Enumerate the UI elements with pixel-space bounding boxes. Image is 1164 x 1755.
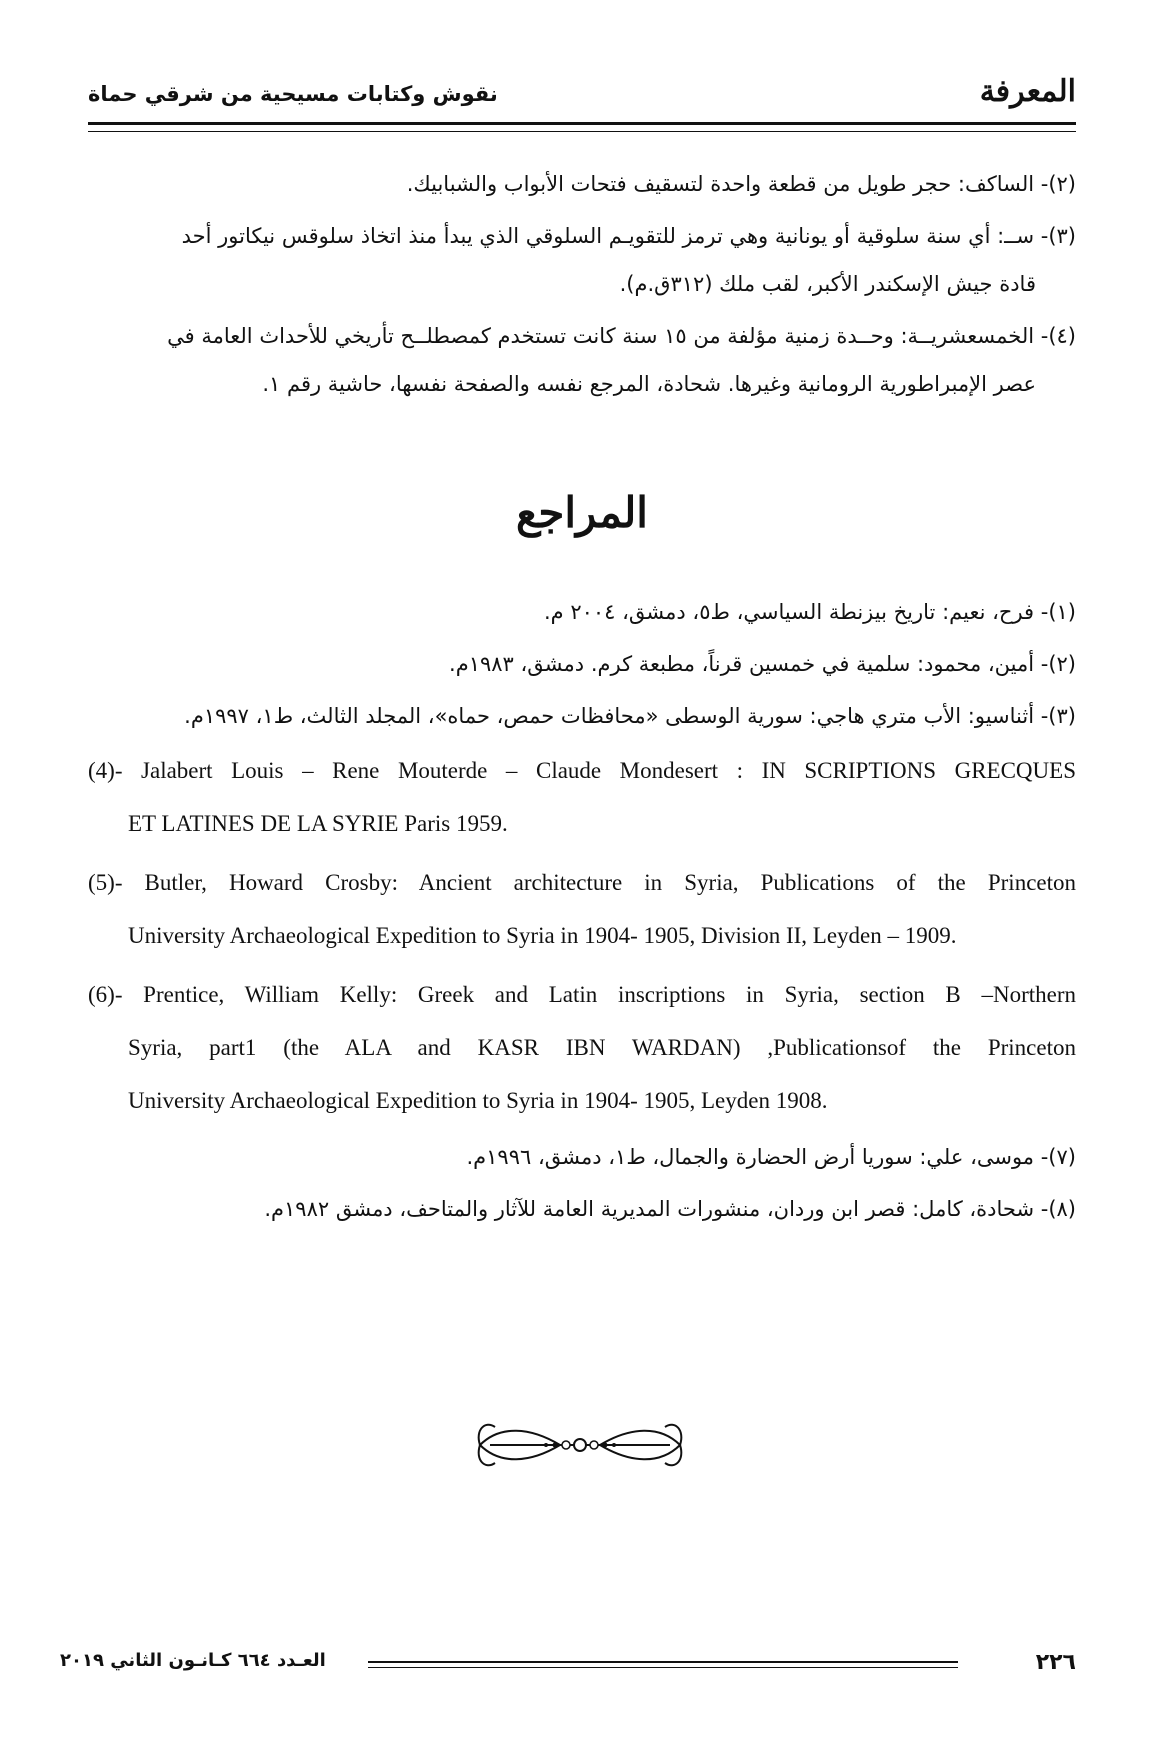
footer-rule-thick <box>368 1661 958 1663</box>
header-rule-thick <box>88 122 1076 125</box>
issue-info: العـدد ٦٦٤ كـانـون الثاني ٢٠١٩ <box>60 1650 326 1671</box>
running-title: نقوش وكتابات مسيحية من شرقي حماة <box>88 82 498 106</box>
reference-2: (٢)- أمين، محمود: سلمية في خمسين قرناً، مطبعة كرم. دمشق، ١٩٨٣م. <box>449 652 1076 676</box>
journal-logo: المعرفة <box>979 74 1076 109</box>
page-number: ٢٢٦ <box>1035 1650 1076 1675</box>
footnote-3 <box>88 212 1076 308</box>
reference-continuation: Syria, part1 (the ALA and KASR IBN WARDAN) ,Publicationsof the Princeton <box>128 1035 1076 1060</box>
footnote-text: (٤)- الخمسعشريــة: وحــدة زمنية مؤلفة من ١٥ سنة كانت تستخدم كمصطلــح تأريخي للأحداث العامة في <box>167 324 1076 348</box>
footnote-2 <box>88 160 1076 208</box>
reference-6 <box>88 968 1076 1127</box>
reference-text: (4)- Jalabert Louis – Rene Mouterde – Claude Mondesert : IN SCRIPTIONS GRECQUES <box>88 758 1076 783</box>
reference-7: (٧)- موسى، علي: سوريا أرض الحضارة والجمال، ط١، دمشق، ١٩٩٦م. <box>466 1145 1076 1169</box>
reference-continuation: ET LATINES DE LA SYRIE Paris 1959. <box>128 811 508 836</box>
footnote-text: (٣)- ســ: أي سنة سلوقية أو يونانية وهي ترمز للتقويـم السلوقي الذي يبدأ منذ اتخاذ سلوقس نيكاتور أحد <box>181 224 1076 248</box>
reference-1: (١)- فرح، نعيم: تاريخ بيزنطة السياسي، ط٥، دمشق، ٢٠٠٤ م. <box>543 600 1076 624</box>
reference-text: (5)- Butler, Howard Crosby: Ancient architecture in Syria, Publications of the Princeton <box>88 870 1076 895</box>
references-heading: المراجع <box>516 488 648 537</box>
footnote-continuation: عصر الإمبراطورية الرومانية وغيرها. شحادة، المرجع نفسه والصفحة نفسها، حاشية رقم ١. <box>262 372 1036 396</box>
footer-rule-thin <box>368 1667 958 1668</box>
reference-5 <box>88 856 1076 962</box>
footnote-text: (٢)- الساكف: حجر طويل من قطعة واحدة لتسقيف فتحات الأبواب والشبابيك. <box>406 172 1076 196</box>
reference-continuation: University Archaeological Expedition to Syria in 1904- 1905, Division II, Leyden – 1909. <box>128 923 957 948</box>
page-header <box>88 68 1076 120</box>
footnotes <box>88 160 1076 412</box>
reference-8: (٨)- شحادة، كامل: قصر ابن وردان، منشورات المديرية العامة للآثار والمتاحف، دمشق ١٩٨٢م. <box>264 1197 1076 1221</box>
reference-3: (٣)- أثناسيو: الأب متري هاجي: سورية الوسطى «محافظات حمص، حماه»، المجلد الثالث، ط١، ١٩٩٧م. <box>184 704 1076 728</box>
reference-text: (6)- Prentice, William Kelly: Greek and Latin inscriptions in Syria, section B –Northern <box>88 982 1076 1007</box>
reference-continuation-2: University Archaeological Expedition to Syria in 1904- 1905, Leyden 1908. <box>128 1088 828 1113</box>
reference-4 <box>88 744 1076 850</box>
ornament-divider-icon <box>470 1415 690 1475</box>
footnote-4 <box>88 312 1076 408</box>
references-list <box>88 588 1076 1237</box>
footnote-continuation: قادة جيش الإسكندر الأكبر، لقب ملك (٣١٢ق.م). <box>619 272 1036 296</box>
header-rule-thin <box>88 131 1076 132</box>
